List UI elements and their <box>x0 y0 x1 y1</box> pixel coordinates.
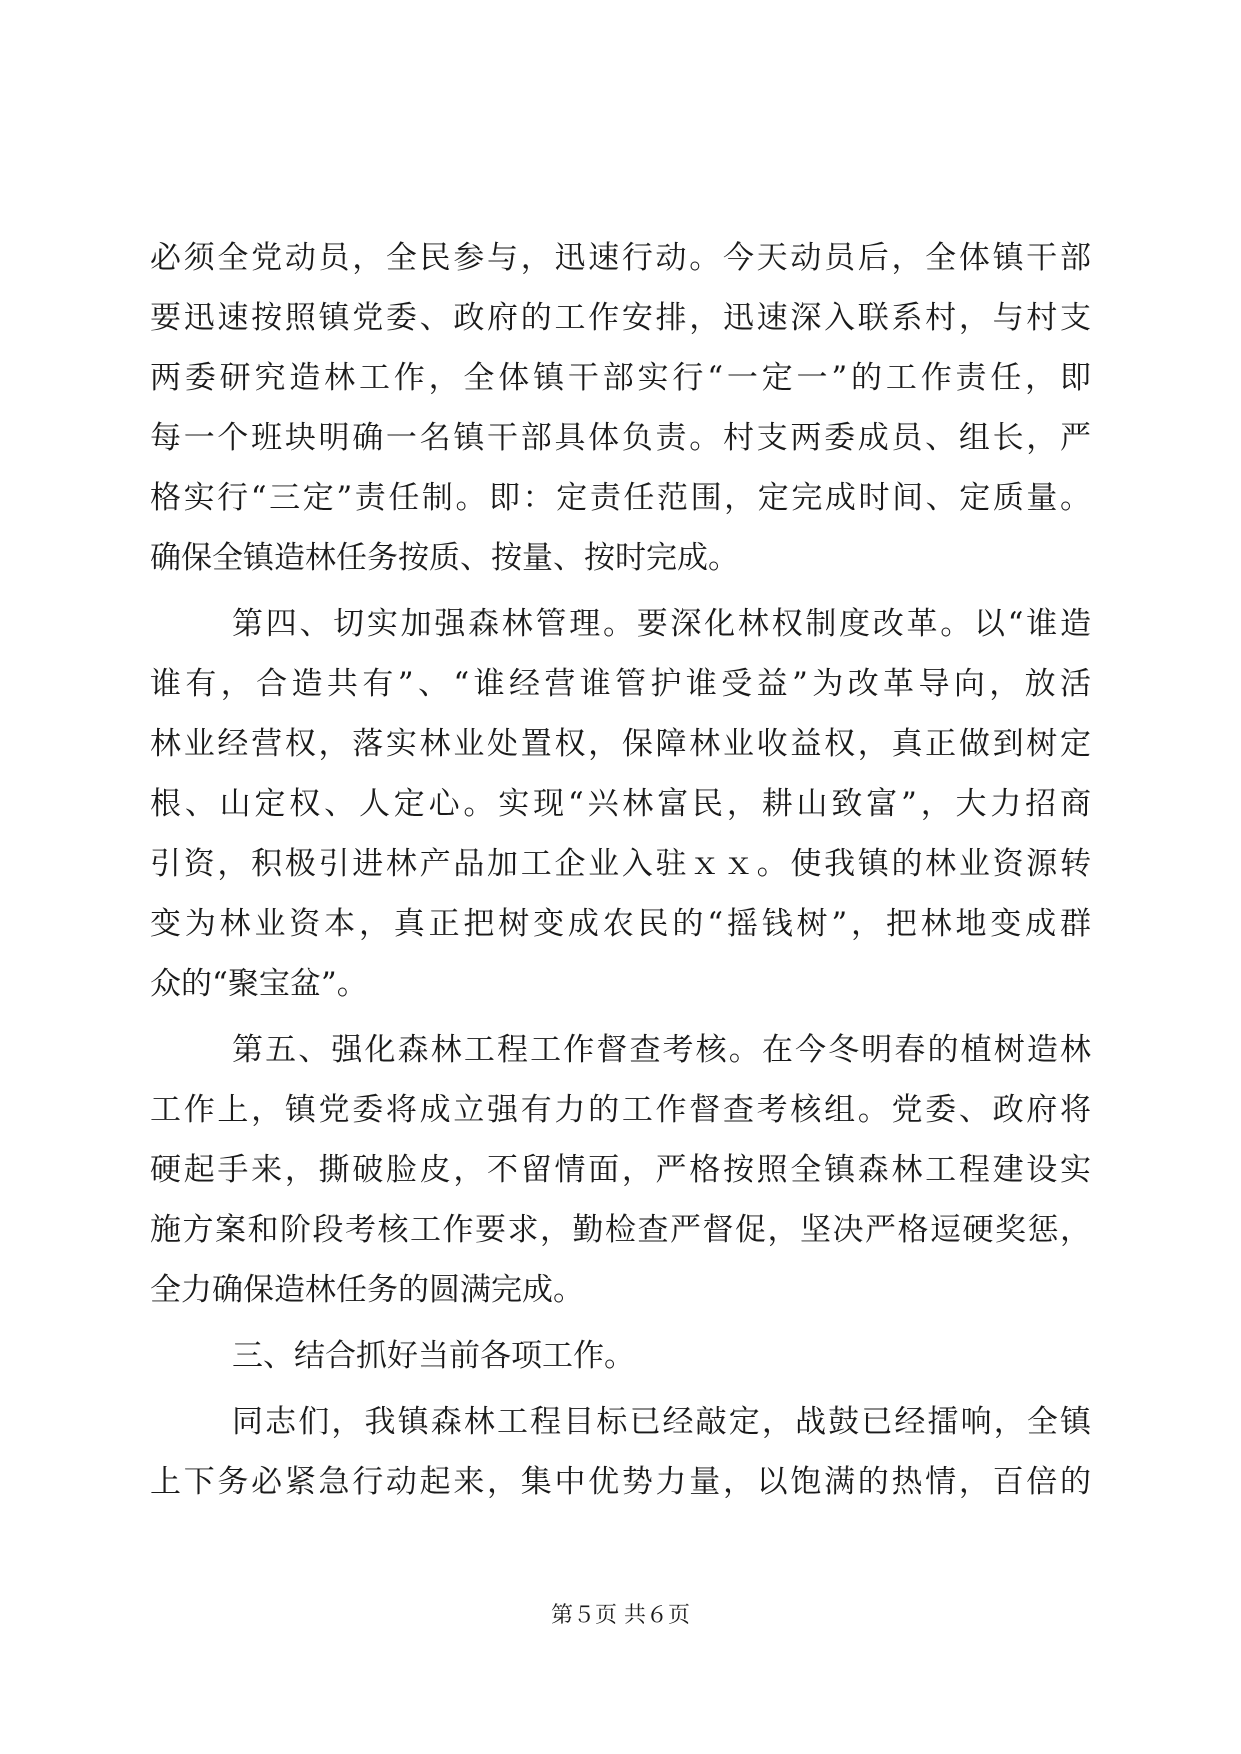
text-line: 引资，积极引进林产品加工企业入驻ｘｘ。使我镇的林业资源转 <box>150 846 1091 882</box>
text-line: 谁有，合造共有”、“谁经营谁管护谁受益”为改革导向，放活 <box>150 666 1091 702</box>
text-line: 必须全党动员，全民参与，迅速行动。今天动员后，全体镇干部 <box>150 240 1091 276</box>
text-line: 根、山定权、人定心。实现“兴林富民，耕山致富”，大力招商 <box>150 786 1091 822</box>
text-line: 林业经营权，落实林业处置权，保障林业收益权，真正做到树定 <box>150 726 1091 762</box>
text-line: 第四、切实加强森林管理。要深化林权制度改革。以“谁造 <box>232 606 1091 642</box>
text-line: 格实行“三定”责任制。即：定责任范围，定完成时间、定质量。 <box>150 480 1091 516</box>
body-text <box>150 228 1091 1512</box>
paragraph-continuation <box>150 228 1091 588</box>
text-line: 工作上，镇党委将成立强有力的工作督查考核组。党委、政府将 <box>150 1092 1091 1128</box>
page-footer: 第５页 共６页 <box>551 1603 690 1628</box>
text-line: 上下务必紧急行动起来，集中优势力量，以饱满的热情，百倍的 <box>150 1464 1091 1500</box>
text-line: 全力确保造林任务的圆满完成。 <box>150 1272 584 1308</box>
text-line: 要迅速按照镇党委、政府的工作安排，迅速深入联系村，与村支 <box>150 300 1091 336</box>
text-line: 变为林业资本，真正把树变成农民的“摇钱树”，把林地变成群 <box>150 906 1091 942</box>
paragraph-closing <box>150 1392 1091 1512</box>
text-line: 三、结合抓好当前各项工作。 <box>232 1338 635 1374</box>
text-line: 众的“聚宝盆”。 <box>150 966 368 1002</box>
text-line: 两委研究造林工作，全体镇干部实行“一定一”的工作责任，即 <box>150 360 1091 396</box>
text-line: 每一个班块明确一名镇干部具体负责。村支两委成员、组长，严 <box>150 420 1091 456</box>
paragraph-supervision <box>150 1020 1091 1320</box>
section-heading <box>150 1326 1091 1386</box>
text-line: 硬起手来，撕破脸皮，不留情面，严格按照全镇森林工程建设实 <box>150 1152 1091 1188</box>
text-line: 第五、强化森林工程工作督查考核。在今冬明春的植树造林 <box>232 1032 1091 1068</box>
text-line: 确保全镇造林任务按质、按量、按时完成。 <box>150 540 739 576</box>
text-line: 施方案和阶段考核工作要求，勤检查严督促，坚决严格逗硬奖惩， <box>150 1212 1091 1248</box>
text-line: 同志们，我镇森林工程目标已经敲定，战鼓已经擂响，全镇 <box>232 1404 1091 1440</box>
paragraph-forest-management <box>150 594 1091 1014</box>
